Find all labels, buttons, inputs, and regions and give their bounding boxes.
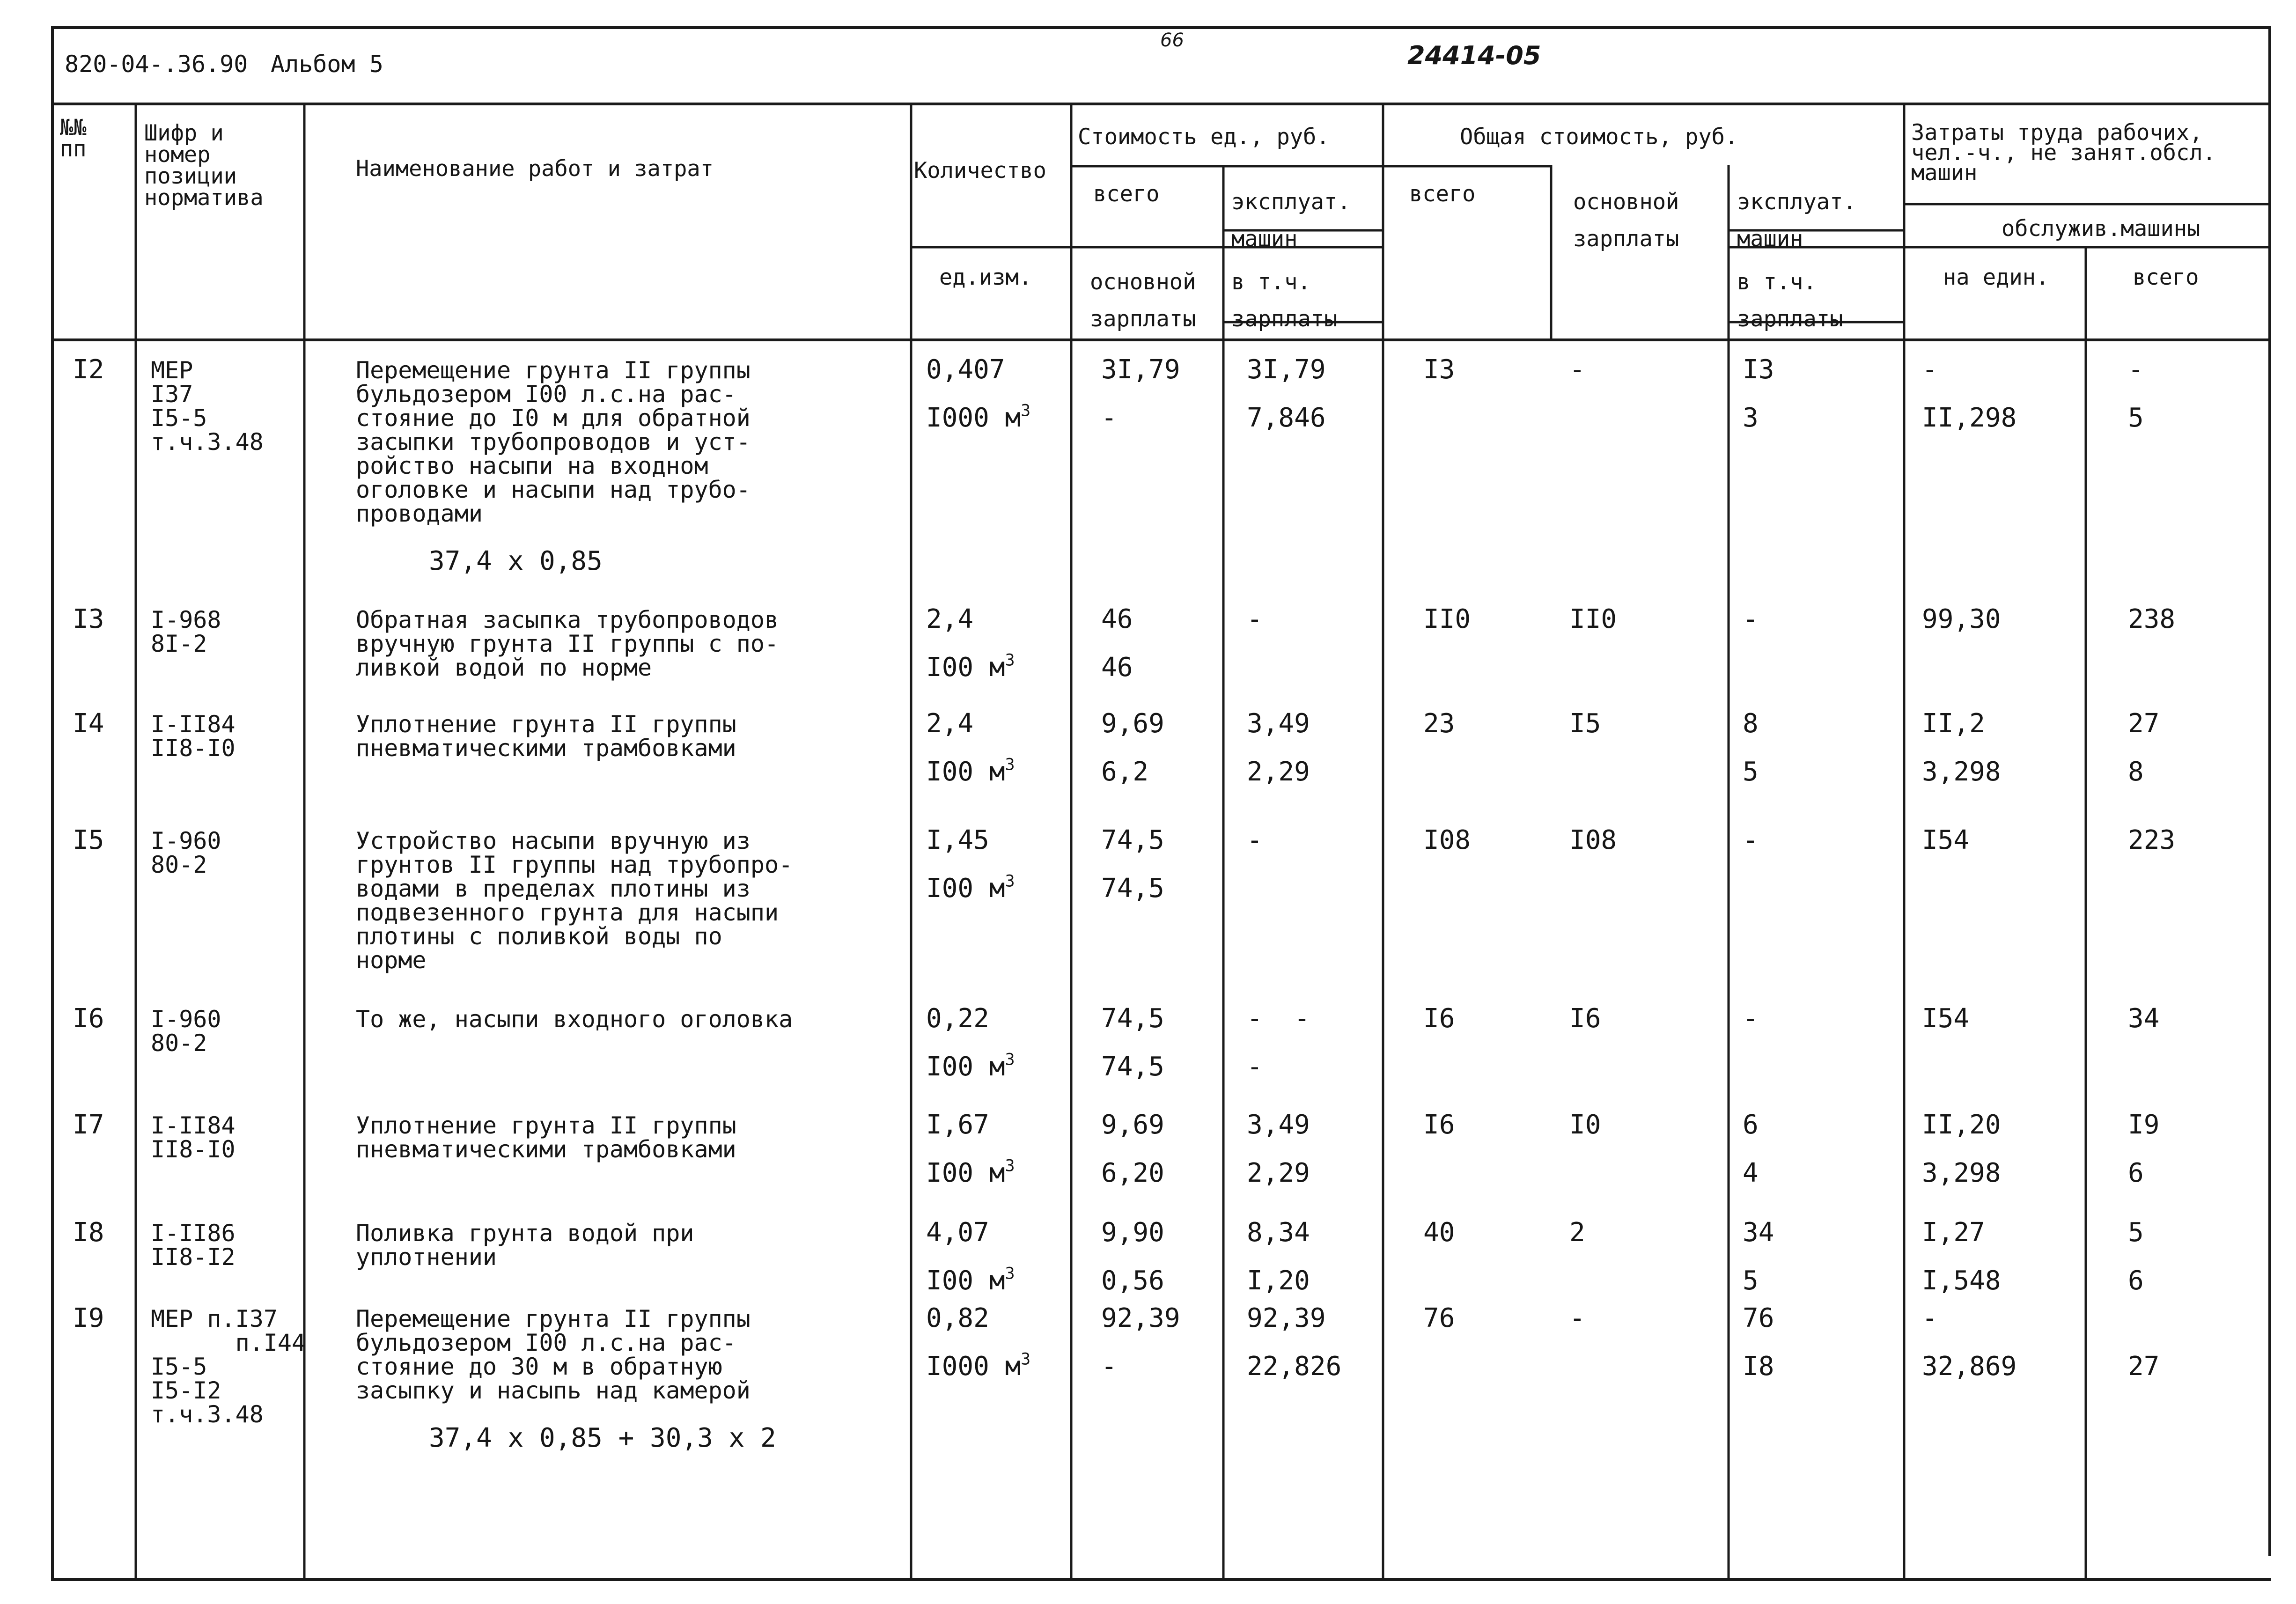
unit-text: I00 м: [926, 757, 1005, 787]
row-number: I7: [73, 1110, 104, 1140]
column-header-labor-per-unit: на един.: [1943, 265, 2049, 290]
unit-of-measure: [926, 1264, 1015, 1296]
total-machines: 76: [1743, 1303, 1774, 1333]
unit-cost-total: 46: [1101, 604, 1133, 634]
work-description: Перемещение грунта II группы бульдозером I00 л.с.на рас- стояние до I0 м для обратной засыпки трубопроводов и уст- ройство насыпи на входном оголовке и насыпи над трубо- проводами: [356, 357, 751, 527]
total-machine-wage: 4: [1743, 1158, 1759, 1188]
total-cost: I08: [1423, 825, 1471, 855]
norm-code: I-968 8I-2: [151, 606, 221, 657]
quantity: 4,07: [926, 1217, 989, 1248]
total-machine-wage: 3: [1743, 403, 1759, 433]
labor-total: 5: [2128, 1217, 2144, 1248]
unit-cost-total: 9,69: [1101, 1110, 1164, 1140]
labor-machine-total: 27: [2128, 1351, 2160, 1382]
column-header-unit-cost-machines: эксплуат. машин: [1231, 189, 1351, 252]
total-base-wage: I0: [1569, 1110, 1601, 1140]
unit-exponent: 3: [1005, 872, 1015, 891]
row-number: I9: [73, 1303, 104, 1333]
labor-machine-per-unit: 3,298: [1922, 1158, 2001, 1188]
quantity: 0,22: [926, 1003, 989, 1034]
total-machines: I3: [1743, 354, 1774, 385]
unit-text: I00 м: [926, 1052, 1005, 1082]
total-cost: 40: [1423, 1217, 1455, 1248]
labor-total: 238: [2128, 604, 2176, 634]
column-header-number: №№ пп: [60, 115, 87, 162]
unit-exponent: 3: [1005, 1264, 1015, 1283]
volume-formula: 37,4 х 0,85: [429, 546, 603, 576]
norm-code: I-960 80-2: [151, 827, 221, 878]
labor-per-unit: I,27: [1922, 1217, 1985, 1248]
column-header-labor-machines: обслужив.машины: [2002, 216, 2200, 242]
total-cost: I6: [1423, 1110, 1455, 1140]
unit-cost-base-wage: 74,5: [1101, 1052, 1164, 1082]
total-cost: 23: [1423, 708, 1455, 739]
unit-of-measure: [926, 1156, 1015, 1188]
column-header-unit-cost-total: всего: [1093, 181, 1160, 207]
labor-total: 223: [2128, 825, 2176, 855]
column-header-labor-total: всего: [2133, 265, 2199, 290]
column-header-unit-cost: Стоимость ед., руб.: [1078, 124, 1330, 150]
work-description: Уплотнение грунта II группы пневматическими трамбовками: [356, 1112, 736, 1163]
labor-machine-per-unit: 3,298: [1922, 757, 2001, 787]
total-base-wage: II0: [1569, 604, 1617, 634]
unit-cost-machine-wage: 7,846: [1247, 403, 1326, 433]
unit-cost-total: 3I,79: [1101, 354, 1180, 385]
unit-cost-total: 9,69: [1101, 708, 1164, 739]
unit-cost-base-wage: 0,56: [1101, 1266, 1164, 1296]
labor-per-unit: II,2: [1922, 708, 1985, 739]
column-header-unit-cost-base-wage: основной зарплаты: [1090, 269, 1196, 332]
quantity: 2,4: [926, 604, 974, 634]
unit-exponent: 3: [1021, 1350, 1031, 1369]
unit-cost-machine-wage: -: [1247, 1052, 1263, 1082]
labor-per-unit: -: [1922, 354, 1938, 385]
quantity: 2,4: [926, 708, 974, 739]
unit-cost-machines: - -: [1247, 1003, 1310, 1034]
column-header-total-cost: Общая стоимость, руб.: [1460, 124, 1738, 150]
column-header-total-cost-machine-wage: в т.ч. зарплаты: [1737, 269, 1843, 332]
unit-text: I00 м: [926, 1158, 1005, 1188]
unit-exponent: 3: [1005, 755, 1015, 774]
album-label: Альбом 5: [271, 51, 383, 78]
volume-formula: 37,4 х 0,85 + 30,3 х 2: [429, 1423, 776, 1453]
unit-cost-machines: 3I,79: [1247, 354, 1326, 385]
unit-text: I000 м: [926, 403, 1021, 433]
quantity: I,45: [926, 825, 989, 855]
column-header-quantity: Количество: [914, 158, 1046, 184]
page-number: 66: [1160, 29, 1184, 51]
total-machines: 6: [1743, 1110, 1759, 1140]
unit-exponent: 3: [1005, 1050, 1015, 1069]
unit-cost-machines: -: [1247, 825, 1263, 855]
unit-cost-total: 74,5: [1101, 825, 1164, 855]
unit-cost-machines: 92,39: [1247, 1303, 1326, 1333]
row-number: I2: [73, 354, 104, 385]
total-base-wage: 2: [1569, 1217, 1585, 1248]
work-description: Устройство насыпи вручную из грунтов II группы над трубопро- водами в пределах плотины из подвезенного грунта для насыпи плотины с поливкой воды по норме: [356, 827, 793, 974]
column-header-labor: Затраты труда рабочих, чел.-ч., не занят.обсл. машин: [1911, 120, 2216, 186]
column-header-total-cost-base-wage: основной зарплаты: [1573, 189, 1679, 252]
row-number: I6: [73, 1003, 104, 1034]
unit-cost-machine-wage: 22,826: [1247, 1351, 1342, 1382]
unit-cost-base-wage: -: [1101, 1351, 1117, 1382]
column-header-total-cost-machines: эксплуат. машин: [1737, 189, 1856, 252]
unit-cost-machine-wage: 2,29: [1247, 1158, 1310, 1188]
total-base-wage: I08: [1569, 825, 1617, 855]
unit-cost-base-wage: 46: [1101, 652, 1133, 683]
work-description: Обратная засыпка трубопроводов вручную грунта II группы с по- ливкой водой по норме: [356, 606, 779, 681]
total-cost: I3: [1423, 354, 1455, 385]
labor-total: 27: [2128, 708, 2160, 739]
norm-code: МЕР I37 I5-5 т.ч.3.48: [151, 357, 264, 456]
unit-cost-base-wage: 74,5: [1101, 873, 1164, 904]
work-description: Уплотнение грунта II группы пневматическими трамбовками: [356, 711, 736, 762]
unit-cost-machines: 3,49: [1247, 708, 1310, 739]
norm-code: I-II84 II8-I0: [151, 711, 235, 762]
quantity: I,67: [926, 1110, 989, 1140]
unit-cost-machines: 3,49: [1247, 1110, 1310, 1140]
norm-code: I-960 80-2: [151, 1006, 221, 1057]
labor-per-unit: I54: [1922, 825, 1970, 855]
norm-code: I-II84 II8-I0: [151, 1112, 235, 1163]
total-machines: 34: [1743, 1217, 1774, 1248]
unit-cost-total: 92,39: [1101, 1303, 1180, 1333]
unit-of-measure: [926, 1050, 1015, 1082]
row-number: I5: [73, 825, 104, 855]
unit-cost-machine-wage: 2,29: [1247, 757, 1310, 787]
unit-cost-base-wage: 6,20: [1101, 1158, 1164, 1188]
row-number: I4: [73, 708, 104, 739]
unit-exponent: 3: [1005, 651, 1015, 670]
labor-per-unit: 99,30: [1922, 604, 2001, 634]
labor-machine-total: 6: [2128, 1266, 2144, 1296]
unit-of-measure: [926, 755, 1015, 787]
unit-cost-base-wage: 6,2: [1101, 757, 1149, 787]
labor-per-unit: -: [1922, 1303, 1938, 1333]
labor-per-unit: II,20: [1922, 1110, 2001, 1140]
unit-cost-machines: 8,34: [1247, 1217, 1310, 1248]
labor-machine-per-unit: I,548: [1922, 1266, 2001, 1296]
inventory-number: 24414-05: [1407, 41, 1541, 70]
total-machines: -: [1743, 1003, 1759, 1034]
total-cost: I6: [1423, 1003, 1455, 1034]
unit-text: I000 м: [926, 1351, 1021, 1382]
unit-exponent: 3: [1021, 401, 1031, 420]
quantity: 0,82: [926, 1303, 989, 1333]
labor-total: 34: [2128, 1003, 2160, 1034]
labor-machine-total: 8: [2128, 757, 2144, 787]
unit-of-measure: [926, 1350, 1031, 1382]
column-header-unit: ед.изм.: [939, 265, 1032, 290]
total-base-wage: I5: [1569, 708, 1601, 739]
unit-of-measure: [926, 401, 1031, 433]
labor-total: I9: [2128, 1110, 2160, 1140]
labor-machine-per-unit: II,298: [1922, 403, 2017, 433]
unit-cost-machine-wage: I,20: [1247, 1266, 1310, 1296]
total-cost: 76: [1423, 1303, 1455, 1333]
total-machine-wage: 5: [1743, 1266, 1759, 1296]
total-machine-wage: 5: [1743, 757, 1759, 787]
norm-code: I-II86 II8-I2: [151, 1220, 235, 1271]
labor-machine-total: 6: [2128, 1158, 2144, 1188]
total-base-wage: -: [1569, 1303, 1585, 1333]
column-header-total-cost-total: всего: [1409, 181, 1476, 207]
total-base-wage: -: [1569, 354, 1585, 385]
labor-machine-total: 5: [2128, 403, 2144, 433]
unit-cost-machines: -: [1247, 604, 1263, 634]
total-machines: 8: [1743, 708, 1759, 739]
column-header-name: Наименование работ и затрат: [356, 156, 714, 182]
quantity: 0,407: [926, 354, 1005, 385]
column-header-unit-cost-machine-wage: в т.ч. зарплаты: [1231, 269, 1338, 332]
total-machine-wage: I8: [1743, 1351, 1774, 1382]
row-number: I8: [73, 1217, 104, 1248]
unit-cost-base-wage: -: [1101, 403, 1117, 433]
work-description: Поливка грунта водой при уплотнении: [356, 1220, 694, 1271]
row-number: I3: [73, 604, 104, 634]
unit-cost-total: 74,5: [1101, 1003, 1164, 1034]
unit-text: I00 м: [926, 652, 1005, 683]
total-machines: -: [1743, 825, 1759, 855]
unit-exponent: 3: [1005, 1156, 1015, 1176]
unit-text: I00 м: [926, 1266, 1005, 1296]
total-cost: II0: [1423, 604, 1471, 634]
work-description: То же, насыпи входного оголовка: [356, 1006, 793, 1033]
unit-text: I00 м: [926, 873, 1005, 904]
unit-of-measure: [926, 651, 1015, 683]
labor-total: -: [2128, 354, 2144, 385]
labor-machine-per-unit: 32,869: [1922, 1351, 2017, 1382]
norm-code: МЕР п.I37 п.I44 I5-5 I5-I2 т.ч.3.48: [151, 1305, 306, 1428]
total-base-wage: I6: [1569, 1003, 1601, 1034]
unit-of-measure: [926, 872, 1015, 904]
labor-per-unit: I54: [1922, 1003, 1970, 1034]
document-code: 820-04-.36.90: [65, 51, 248, 78]
column-header-code: Шифр и номер позиции норматива: [144, 120, 264, 211]
unit-cost-total: 9,90: [1101, 1217, 1164, 1248]
total-machines: -: [1743, 604, 1759, 634]
work-description: Перемещение грунта II группы бульдозером I00 л.с.на рас- стояние до 30 м в обратную засыпку и насыпь над камерой: [356, 1305, 751, 1404]
